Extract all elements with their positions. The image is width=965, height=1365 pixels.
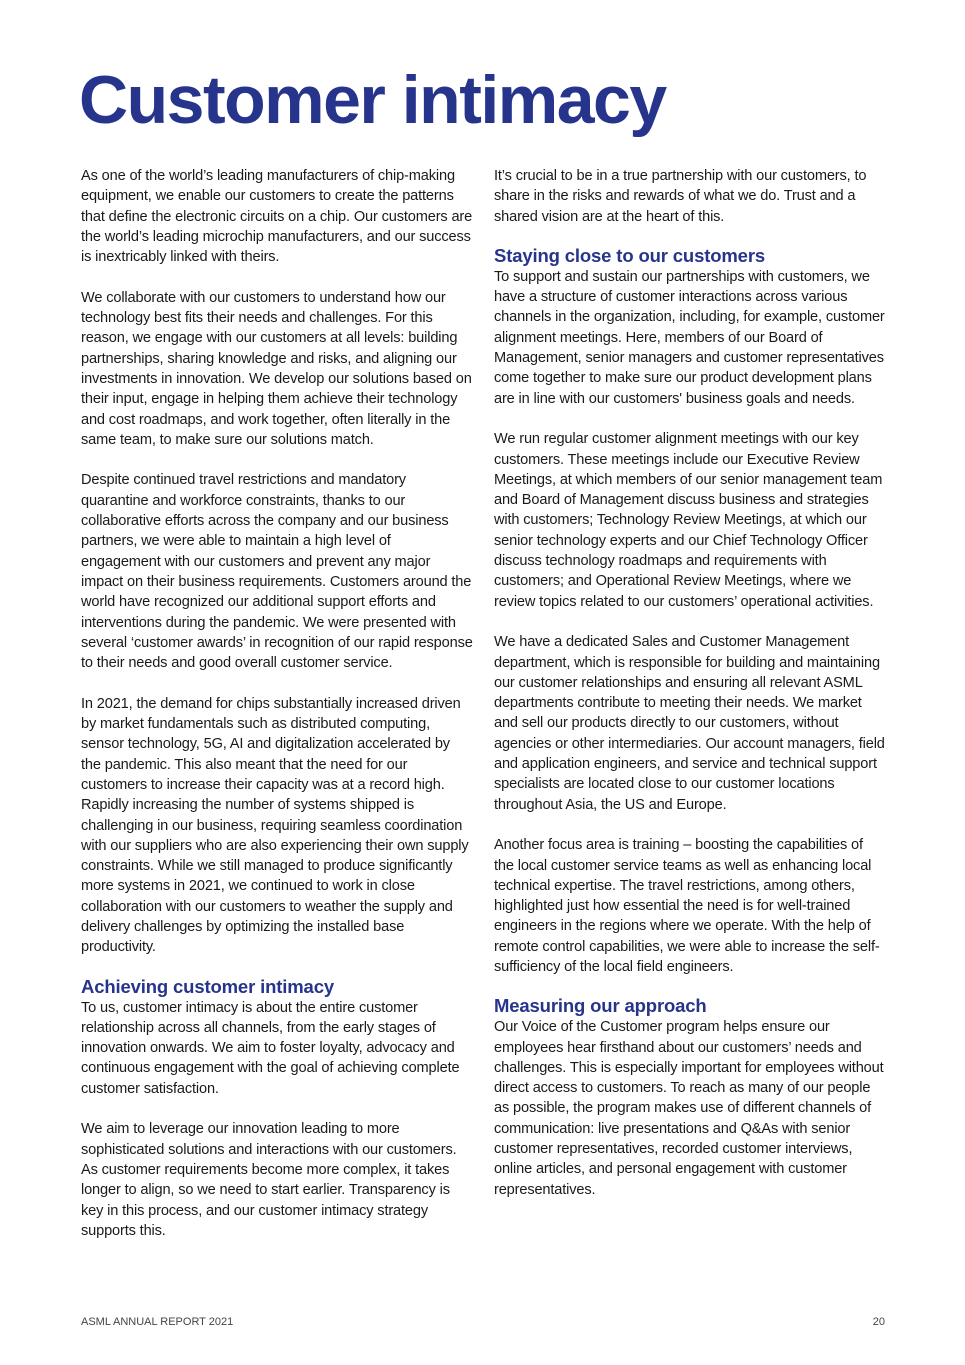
- paragraph: Despite continued travel restrictions and mandatory quarantine and workforce constraints, thanks to our collaborative efforts across the company and our business partners, we were able to maintain a high level of engagement with our customers and prevent any major impact on their business requirements. Customers around the world have recognized our additional support efforts and interventions during the pandemic. We were presented with several ‘customer awards’ in recognition of our rapid response to their needs and good overall customer service.: [81, 472, 473, 672]
- paragraph: Another focus area is training – boosting the capabilities of the local customer service teams as well as enhancing local technical expertise. The travel restrictions, among others, highlighted just how essential the need is for well-trained engineers in the regions where we operate. With the help of remote control capabilities, we were able to increase the self-sufficiency of the local field engineers.: [494, 837, 880, 975]
- section-heading-achieving: Achieving customer intimacy: [81, 975, 334, 997]
- page-title: Customer intimacy: [79, 62, 666, 138]
- paragraph: We have a dedicated Sales and Customer Management department, which is responsible for building and maintaining our customer relationships and ensuring all relevant ASML departments contribute to meeting their needs. We market and sell our products directly to our customers, without agencies or other intermediaries. Our account managers, field and application engineers, and service and technical support specialists are located close to our customer locations throughout Asia, the US and Europe.: [494, 634, 885, 813]
- paragraph: We collaborate with our customers to understand how our technology best fits their needs and challenges. For this reason, we engage with our customers at all levels: building partnerships, sharing knowledge and risks, and aligning our investments in innovation. We develop our solutions based on their input, engage in helping them achieve their technology and cost roadmaps, and work together, often literally in the same team, to make sure our solutions match.: [81, 289, 472, 448]
- paragraph: As one of the world’s leading manufacturers of chip-making equipment, we enable our customers to create the patterns that define the electronic circuits on a chip. Our customers are the world’s leading microchip manufacturers, and our success is inextricably linked with theirs.: [81, 168, 473, 266]
- section-heading-measuring: Measuring our approach: [494, 995, 707, 1017]
- left-column: [81, 166, 473, 1261]
- section-heading-staying: Staying close to our customers: [494, 244, 766, 266]
- paragraph: To us, customer intimacy is about the entire customer relationship across all channels, from the early stages of innovation onwards. We aim to foster loyalty, advocacy and continuous engagement with the goal of achieving complete customer satisfaction.: [81, 999, 460, 1097]
- footer-report-name: ASML ANNUAL REPORT 2021: [81, 1316, 234, 1328]
- paragraph: We run regular customer alignment meetings with our key customers. These meetings include our Executive Review Meetings, at which members of our senior management team and Board of Management discuss business and strategies with customers; Technology Review Meetings, at which our senior technology experts and our Chief Technology Officer discuss technology roadmaps and requirements with customers; and Operational Review Meetings, where we review topics related to our customers’ operational activities.: [494, 431, 883, 610]
- paragraph: In 2021, the demand for chips substantially increased driven by market fundamentals such as distributed computing, sensor technology, 5G, AI and digitalization accelerated by the pandemic. This also meant that the need for our customers to increase their capacity was at a record high. Rapidly increasing the number of systems shipped is challenging in our business, requiring seamless coordination with our suppliers who are also experiencing their own supply constraints. While we still managed to produce significantly more systems in 2021, we continued to work in close collaboration with our customers to weather the supply and delivery challenges by optimizing the installed base productivity.: [81, 695, 469, 956]
- paragraph: To support and sustain our partnerships with customers, we have a structure of customer interactions across various channels in the organization, including, for example, customer alignment meetings. Here, members of our Board of Management, senior managers and customer representatives come together to make sure our product development plans are in line with our customers' business goals and needs.: [494, 268, 885, 407]
- paragraph: We aim to leverage our innovation leading to more sophisticated solutions and interactions with our customers. As customer requirements become more complex, it takes longer to align, so we need to start earlier. Transparency is key in this process, and our customer intimacy strategy supports this.: [81, 1121, 457, 1239]
- right-column: [494, 166, 886, 1220]
- paragraph: Our Voice of the Customer program helps ensure our employees hear firsthand about our customers’ needs and challenges. This is especially important for employees without direct access to customers. To reach as many of our people as possible, the program makes use of different channels of communication: live presentations and Q&As with senior customer representatives, recorded customer interviews, online articles, and personal engagement with customer representatives.: [494, 1019, 884, 1198]
- paragraph: It’s crucial to be in a true partnership with our customers, to share in the risks and rewards of what we do. Trust and a shared vision are at the heart of this.: [494, 168, 867, 225]
- footer-page-number: 20: [872, 1316, 885, 1328]
